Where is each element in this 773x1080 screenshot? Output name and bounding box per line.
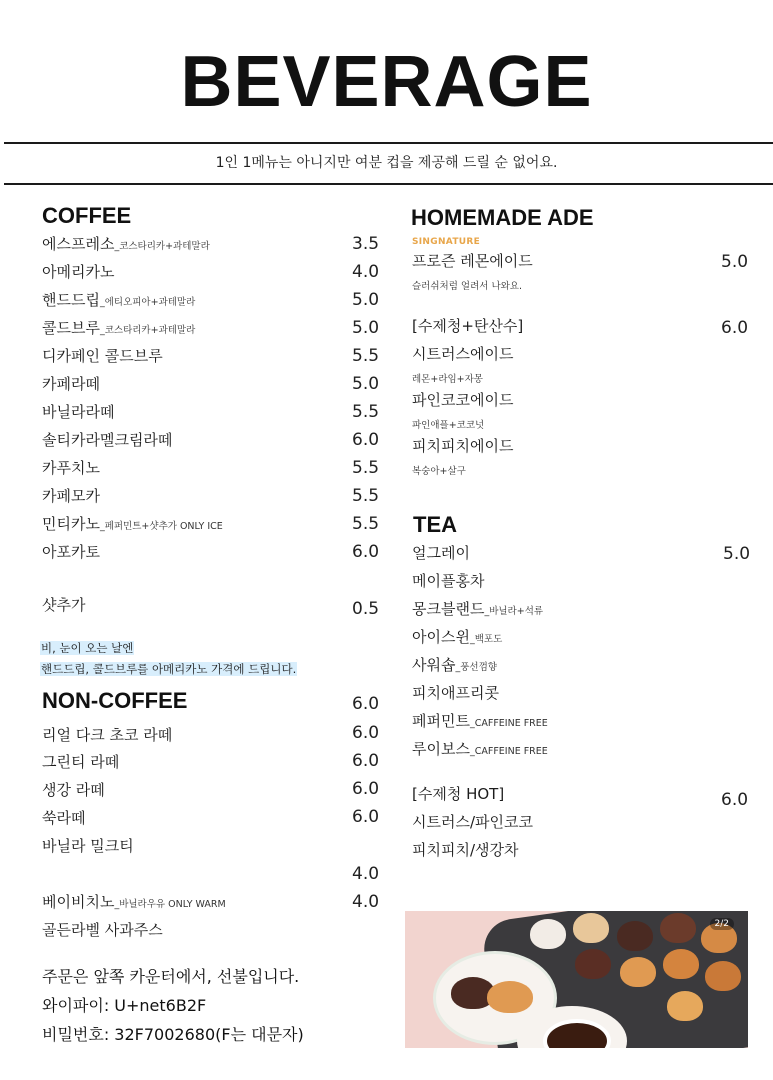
tea-item: 아이스윈_백포도: [412, 628, 503, 646]
coffee-item: 핸드드립_에티오피아+과테말라: [42, 291, 196, 309]
password-info: 비밀번호: 32F7002680(F는 대문자): [42, 1025, 304, 1044]
coffee-price: 5.0: [352, 290, 380, 310]
coffee-section-title: COFFEE: [42, 203, 132, 228]
tea-item: 페퍼민트_CAFFEINE FREE: [412, 712, 548, 730]
tea-section-title: TEA: [413, 512, 457, 537]
coffee-price: 3.5: [352, 234, 380, 254]
coffee-price: 5.0: [352, 318, 380, 338]
ade-item: 피치피치에이드: [412, 437, 514, 455]
ade-lemon-desc: 슬러쉬처럼 얼려서 나와요.: [412, 281, 523, 292]
tea-item: 피치애프리콧: [412, 684, 499, 702]
coffee-item: 카페모카: [42, 487, 100, 505]
noncoffee-item: 그린티 라떼: [42, 753, 120, 771]
noncoffee-title-price: 6.0: [352, 694, 380, 714]
noncoffee-item: 쑥라떼: [42, 809, 86, 827]
noncoffee-lone-price: 4.0: [352, 864, 380, 884]
coffee-price: 5.0: [352, 374, 380, 394]
coffee-item: 민티카노_페퍼민트+샷추가 ONLY ICE: [42, 515, 223, 533]
notice-text: 1인 1메뉴는 아니지만 여분 컵을 제공해 드릴 순 없어요.: [215, 155, 558, 171]
ade-syrup-price: 6.0: [721, 318, 749, 338]
tea-hot-item: 시트러스/파인코코: [412, 813, 533, 831]
shot-extra-label: 샷추가: [42, 596, 86, 614]
madeleine: [660, 913, 696, 943]
signature-label: SINGNATURE: [412, 237, 481, 247]
madeleine: [705, 961, 741, 991]
tea-price: 5.0: [723, 544, 751, 564]
tea-item: 얼그레이: [412, 544, 470, 562]
ade-lemon-price: 5.0: [721, 252, 749, 272]
rain-note: [40, 637, 297, 677]
ade-item-desc: 복숭아+살구: [412, 466, 466, 477]
tea-hot-item: 피치피치/생강차: [412, 841, 519, 859]
babychino-price: 4.0: [352, 892, 380, 912]
rain-note-line-1: 비, 눈이 오는 날엔: [41, 641, 134, 655]
babychino-item: 베이비치노_바닐라우유 ONLY WARM: [42, 893, 226, 911]
madeleine: [573, 913, 609, 943]
coffee-price: 5.5: [352, 514, 380, 534]
coffee-item: 솔티카라멜크림라떼: [42, 431, 173, 449]
ade-item: 파인코코에이드: [412, 391, 514, 409]
madeleine: [575, 949, 611, 979]
tea-item: 몽크블랜드_바닐라+석류: [412, 600, 544, 618]
wifi-info: 와이파이: U+net6B2F: [42, 996, 207, 1015]
coffee-price: 6.0: [352, 542, 380, 562]
noncoffee-item: 생강 라떼: [42, 781, 105, 799]
tea-hot-price: 6.0: [721, 790, 749, 810]
noncoffee-price: 6.0: [352, 723, 380, 743]
madeleine-photo: [405, 911, 748, 1048]
header-divider-top: [4, 142, 773, 144]
ade-item: 시트러스에이드: [412, 345, 514, 363]
madeleine: [530, 919, 566, 949]
rain-note-line-2: 핸드드립, 콜드브루를 아메리카노 가격에 드립니다.: [41, 662, 297, 676]
madeleine: [620, 957, 656, 987]
coffee-item: 디카페인 콜드브루: [42, 347, 163, 365]
ade-section-title: HOMEMADE ADE: [411, 205, 594, 230]
madeleine: [667, 991, 703, 1021]
madeleine: [487, 981, 533, 1013]
apple-juice-item: 골든라벨 사과주스: [42, 921, 163, 939]
coffee-price: 5.5: [352, 486, 380, 506]
tea-hot-label: [수제청 HOT]: [412, 785, 505, 803]
header-divider-bottom: [4, 183, 773, 185]
coffee-price: 6.0: [352, 430, 380, 450]
coffee-item: 아메리카노: [42, 263, 115, 281]
noncoffee-price: 6.0: [352, 807, 380, 827]
page-title: BEVERAGE: [180, 42, 593, 122]
noncoffee-section-title: NON-COFFEE: [42, 688, 188, 713]
ade-item-desc: 레몬+라임+자몽: [412, 374, 483, 385]
tea-item: 루이보스_CAFFEINE FREE: [412, 740, 548, 758]
coffee-item: 바닐라라떼: [42, 403, 115, 421]
coffee-item: 콜드브루_코스타리카+과테말라: [42, 319, 196, 337]
ade-item-desc: 파인애플+코코넛: [412, 420, 485, 431]
coffee-item: 카페라떼: [42, 375, 100, 393]
order-info: 주문은 앞쪽 카운터에서, 선불입니다.: [42, 967, 300, 986]
noncoffee-price: 6.0: [352, 779, 380, 799]
ade-syrup-label: [수제청+탄산수]: [412, 317, 524, 335]
noncoffee-item: 리얼 다크 초코 라떼: [42, 726, 173, 744]
noncoffee-price: 6.0: [352, 751, 380, 771]
noncoffee-item: 바닐라 밀크티: [42, 837, 134, 855]
coffee-price: 5.5: [352, 402, 380, 422]
coffee-price: 4.0: [352, 262, 380, 282]
shot-extra-price: 0.5: [352, 599, 380, 619]
photo-page-badge: 2/2: [710, 918, 734, 930]
coffee-price: 5.5: [352, 458, 380, 478]
coffee-item: 에스프레소_코스타리카+과테말라: [42, 235, 210, 253]
coffee-price: 5.5: [352, 346, 380, 366]
coffee-item: 카푸치노: [42, 459, 100, 477]
coffee-item: 아포카토: [42, 543, 100, 561]
tea-item: 메이플홍차: [412, 572, 485, 590]
tea-item: 사워솝_풍선껌향: [412, 656, 497, 674]
madeleine: [663, 949, 699, 979]
madeleine: [617, 921, 653, 951]
ade-item-lemon: 프로즌 레몬에이드: [412, 252, 533, 270]
